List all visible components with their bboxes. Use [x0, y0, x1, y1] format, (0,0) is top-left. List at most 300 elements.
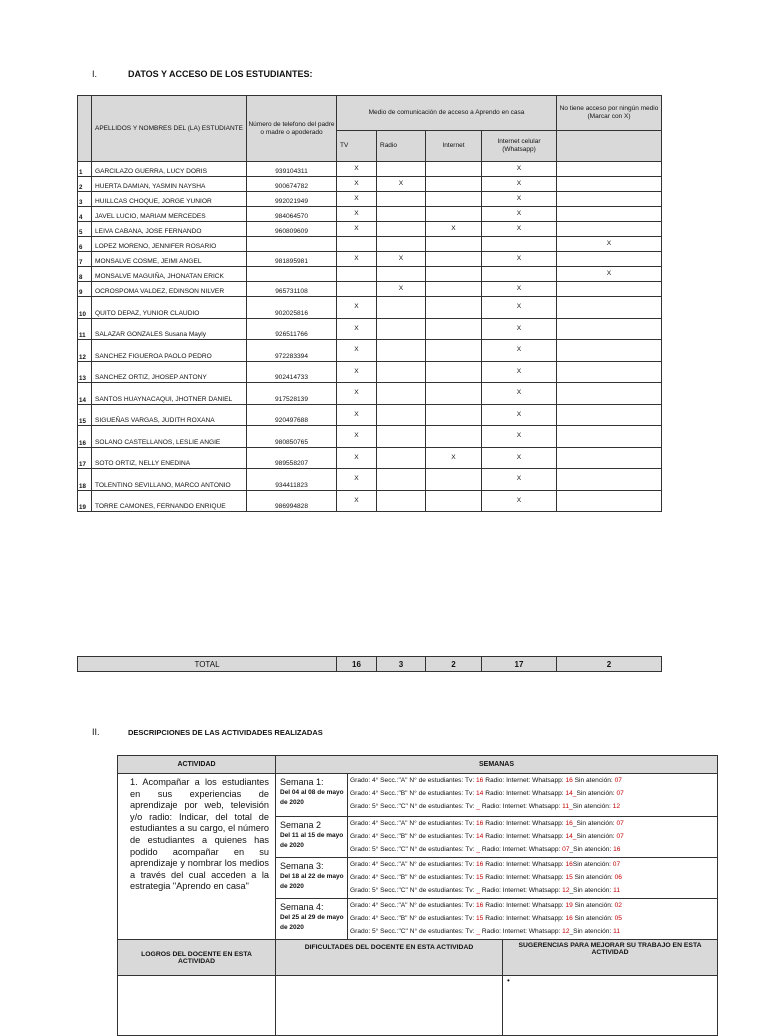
grade-line-tv: 16 — [476, 902, 484, 909]
radio-mark — [377, 469, 426, 491]
no-access-mark — [557, 361, 662, 383]
row-number: 8 — [78, 267, 92, 282]
student-row — [78, 177, 662, 192]
whatsapp-mark: X — [482, 361, 557, 383]
grade-line-tv: 14 — [476, 833, 484, 840]
total-no-access: 2 — [557, 657, 662, 672]
internet-mark — [426, 361, 482, 383]
grade-line — [348, 899, 717, 912]
grade-line-sa: 11 — [613, 887, 620, 894]
week-2-dates: Del 11 al 15 de mayo de 2020 — [280, 832, 344, 849]
radio-mark — [377, 340, 426, 362]
student-name: JAVEL LUCIO, MARIAM MERCEDES — [92, 207, 247, 222]
internet-mark — [426, 237, 482, 252]
grade-line-a: Grado: 5° Secc.:"C" N° de estudiantes: Tv: — [350, 887, 477, 894]
week-4-cell — [276, 899, 348, 940]
student-name: LOPEZ MORENO, JENNIFER ROSARIO — [92, 237, 247, 252]
student-row — [78, 447, 662, 469]
grade-line-tv: 14 — [476, 790, 484, 797]
header-sugerencias: SUGERENCIAS PARA MEJORAR SU TRABAJO EN ESTA ACTIVIDAD — [503, 940, 718, 976]
internet-mark — [426, 297, 482, 319]
grade-line-wa: 07 — [562, 846, 570, 853]
week-2-title: Semana 2 — [280, 820, 322, 830]
radio-mark — [377, 267, 426, 282]
row-number: 17 — [78, 447, 92, 469]
whatsapp-mark — [482, 267, 557, 282]
radio-mark — [377, 297, 426, 319]
grade-line — [348, 817, 717, 830]
student-row — [78, 426, 662, 448]
student-name: HUILLCAS CHOQUE, JORGE YUNIOR — [92, 192, 247, 207]
grade-line — [348, 800, 717, 813]
grade-line-b: Radio: Internet: Whatsapp: — [483, 777, 566, 784]
week-4-title: Semana 4: — [280, 902, 324, 912]
week-1-title: Semana 1: — [280, 777, 324, 787]
section-1-title: DATOS Y ACCESO DE LOS ESTUDIANTES: — [128, 69, 313, 79]
phone-number: 902414733 — [247, 361, 337, 383]
phone-number: 984064570 — [247, 207, 337, 222]
grade-line-a: Grado: 5° Secc.:"C" N° de estudiantes: Tv: — [350, 803, 477, 810]
student-name: SANCHEZ ORTIZ, JHOSEP ANTONY — [92, 361, 247, 383]
grade-line-c: Sin atención: — [572, 902, 615, 909]
grade-line-c: _Sin atención: — [572, 820, 617, 827]
student-name: SIGUEÑAS VARGAS, JUDITH ROXANA — [92, 404, 247, 426]
grade-line — [348, 843, 717, 856]
internet-mark — [426, 469, 482, 491]
row-number: 16 — [78, 426, 92, 448]
tv-mark: X — [337, 192, 377, 207]
no-access-mark — [557, 318, 662, 340]
student-row — [78, 361, 662, 383]
whatsapp-mark: X — [482, 318, 557, 340]
header-number-cell — [78, 96, 92, 162]
grade-line-sa: 07 — [616, 790, 624, 797]
radio-mark — [377, 383, 426, 405]
tv-mark — [337, 282, 377, 297]
grade-line-a: Grado: 4° Secc.:"B" N° de estudiantes: Tv: — [350, 874, 477, 881]
whatsapp-mark: X — [482, 297, 557, 319]
row-number: 15 — [78, 404, 92, 426]
grade-line-c: Sin atención: — [572, 803, 613, 810]
no-access-mark — [557, 162, 662, 177]
student-name: GARCILAZO GUERRA, LUCY DORIS — [92, 162, 247, 177]
whatsapp-mark: X — [482, 252, 557, 267]
student-name: LEIVA CABANA, JOSE FERNANDO — [92, 222, 247, 237]
grade-line-tv: _ — [476, 846, 481, 853]
grade-line-b: Radio: Internet: Whatsapp: — [483, 915, 566, 922]
grade-line-b: Radio: Internet: Whatsapp: — [480, 846, 563, 853]
row-number: 9 — [78, 282, 92, 297]
no-access-mark — [557, 207, 662, 222]
students-access-table — [77, 95, 662, 512]
grade-line-tv: 16 — [476, 861, 484, 868]
radio-mark — [377, 237, 426, 252]
whatsapp-mark: X — [482, 340, 557, 362]
row-number: 19 — [78, 490, 92, 512]
tv-mark: X — [337, 207, 377, 222]
week-2-cell — [276, 817, 348, 858]
grade-line-a: Grado: 4° Secc.:"B" N° de estudiantes: Tv: — [350, 790, 477, 797]
week-1-lines — [348, 774, 718, 817]
no-access-mark — [557, 222, 662, 237]
grade-line-c: Sin atención: — [572, 874, 615, 881]
grade-line-wa: 16 — [565, 777, 573, 784]
row-number: 11 — [78, 318, 92, 340]
grade-line-sa: 06 — [614, 874, 622, 881]
phone-number — [247, 267, 337, 282]
section-2-number: II. — [92, 727, 100, 737]
grade-line-wa: 14_ — [565, 790, 577, 797]
tv-mark: X — [337, 297, 377, 319]
grade-line-wa: 12 — [562, 928, 570, 935]
grade-line-a: Grado: 5° Secc.:"C" N° de estudiantes: Tv: — [350, 928, 477, 935]
grade-line-wa: 19 — [565, 902, 573, 909]
phone-number: 934411823 — [247, 469, 337, 491]
whatsapp-mark: X — [482, 426, 557, 448]
grade-line-a: Grado: 4° Secc.:"A" N° de estudiantes: Tv: — [350, 777, 477, 784]
no-access-mark — [557, 297, 662, 319]
grade-line-wa: 11_ — [562, 803, 573, 810]
row-number: 6 — [78, 237, 92, 252]
student-name: TOLENTINO SEVILLANO, MARCO ANTONIO — [92, 469, 247, 491]
grade-line-tv: 15 — [476, 874, 484, 881]
grade-line — [348, 787, 717, 800]
student-name: HUERTA DAMIAN, YASMIN NAYSHA — [92, 177, 247, 192]
activities-table — [117, 755, 718, 1036]
internet-mark: X — [426, 222, 482, 237]
grade-line — [348, 884, 717, 897]
radio-mark — [377, 361, 426, 383]
week-3-lines — [348, 858, 718, 899]
radio-mark — [377, 162, 426, 177]
grade-line-wa: 14_ — [565, 833, 577, 840]
whatsapp-mark: X — [482, 469, 557, 491]
phone-number: 980850765 — [247, 426, 337, 448]
row-number: 14 — [78, 383, 92, 405]
total-label: TOTAL — [78, 657, 337, 672]
activity-description: 1. Acompañar a los estudiantes en sus experiencias de aprendizaje por web, televisión y/o radio: Indicar, del total de estudiantes a su cargo, el número de estudiantes a quienes has podido acompañar en su aprendizaje y nombrar los medios a través del cual acceden a la estrategia "Aprendo en casa" — [130, 777, 269, 892]
student-row — [78, 383, 662, 405]
grade-line-c: _Sin atención: — [569, 887, 614, 894]
grade-line-sa: 05 — [614, 915, 622, 922]
grade-line-sa: 07 — [616, 820, 624, 827]
tv-mark: X — [337, 162, 377, 177]
whatsapp-mark: X — [482, 207, 557, 222]
phone-number: 917528139 — [247, 383, 337, 405]
student-name: MONSALVE COSME, JEIMI ANGEL — [92, 252, 247, 267]
phone-number: 902025816 — [247, 297, 337, 319]
total-internet: 2 — [426, 657, 482, 672]
internet-mark — [426, 404, 482, 426]
grade-line-a: Grado: 4° Secc.:"B" N° de estudiantes: Tv: — [350, 915, 477, 922]
no-access-mark — [557, 192, 662, 207]
student-row — [78, 237, 662, 252]
internet-mark — [426, 490, 482, 512]
header-no-access-blank — [557, 131, 662, 162]
whatsapp-mark: X — [482, 222, 557, 237]
grade-line-b: Radio: Internet: Whatsapp: — [480, 887, 563, 894]
header-phone: Número de telefono del padre o madre o apoderado — [247, 96, 337, 162]
whatsapp-mark: X — [482, 447, 557, 469]
student-row — [78, 469, 662, 491]
week-3-title: Semana 3: — [280, 861, 324, 871]
grade-line — [348, 774, 717, 787]
no-access-mark — [557, 404, 662, 426]
grade-line-b: Radio: Internet: Whatsapp: — [480, 928, 563, 935]
bullet-point: • — [507, 976, 510, 985]
header-dificultades: DIFICULTADES DEL DOCENTE EN ESTA ACTIVIDAD — [276, 940, 503, 976]
student-name: OCROSPOMA VALDEZ, EDINSON NILVER — [92, 282, 247, 297]
grade-line-tv: 16 — [476, 777, 484, 784]
header-cell: Internet celular (Whatsapp) — [482, 131, 557, 162]
radio-mark — [377, 447, 426, 469]
whatsapp-mark: X — [482, 282, 557, 297]
grade-line-b: Radio: Internet: Whatsapp: — [483, 790, 566, 797]
total-table — [77, 656, 662, 672]
week-1-dates: Del 04 al 08 de mayo de 2020 — [280, 789, 344, 806]
grade-line-wa: 16 — [565, 915, 573, 922]
student-row — [78, 192, 662, 207]
no-access-mark — [557, 469, 662, 491]
total-radio: 3 — [377, 657, 426, 672]
tv-mark: X — [337, 383, 377, 405]
internet-mark — [426, 192, 482, 207]
phone-number: 900674782 — [247, 177, 337, 192]
student-name: SOLANO CASTELLANOS, LESLIE ANGIE — [92, 426, 247, 448]
grade-line-tv: _ — [476, 803, 481, 810]
internet-mark — [426, 383, 482, 405]
grade-line-c: Sin atención: — [572, 915, 615, 922]
grade-line-b: Radio: Internet: Whatsapp: — [483, 874, 566, 881]
student-row — [78, 318, 662, 340]
tv-mark — [337, 237, 377, 252]
whatsapp-mark: X — [482, 177, 557, 192]
grade-line-wa: 12 — [562, 887, 570, 894]
grade-line-sa: 07 — [612, 861, 621, 868]
phone-number: 986994828 — [247, 490, 337, 512]
week-4-dates: Del 25 al 29 de mayo de 2020 — [280, 914, 344, 931]
grade-line — [348, 830, 717, 843]
no-access-mark: X — [557, 237, 662, 252]
grade-line-c: Sin atención: — [576, 790, 617, 797]
logros-content[interactable] — [118, 976, 276, 1036]
row-number: 3 — [78, 192, 92, 207]
student-name: SALAZAR GONZALES Susana Mayly — [92, 318, 247, 340]
whatsapp-mark: X — [482, 383, 557, 405]
no-access-mark — [557, 177, 662, 192]
tv-mark — [337, 267, 377, 282]
grade-line-tv: 15 — [476, 915, 484, 922]
internet-mark — [426, 282, 482, 297]
grade-line-a: Grado: 4° Secc.:"A" N° de estudiantes: Tv: — [350, 902, 477, 909]
student-row — [78, 340, 662, 362]
tv-mark: X — [337, 340, 377, 362]
grade-line-c: _Sin atención: — [569, 928, 614, 935]
phone-number: 981895981 — [247, 252, 337, 267]
student-row — [78, 267, 662, 282]
whatsapp-mark: X — [482, 490, 557, 512]
student-name: SOTO ORTIZ, NELLY ENEDINA — [92, 447, 247, 469]
grade-line-wa: 15 — [565, 874, 573, 881]
week-3-dates: Del 18 al 22 de mayo de 2020 — [280, 873, 344, 890]
header-internet: Internet — [426, 131, 482, 162]
grade-line-b: Radio: Internet: Whatsapp: — [480, 803, 563, 810]
tv-mark: X — [337, 177, 377, 192]
internet-mark — [426, 267, 482, 282]
row-number: 13 — [78, 361, 92, 383]
grade-line — [348, 912, 717, 925]
whatsapp-mark: X — [482, 162, 557, 177]
grade-line-a: Grado: 5° Secc.:"C" N° de estudiantes: Tv: — [350, 846, 477, 853]
phone-number: 926511766 — [247, 318, 337, 340]
no-access-mark — [557, 490, 662, 512]
student-row — [78, 252, 662, 267]
row-number: 2 — [78, 177, 92, 192]
student-row — [78, 490, 662, 512]
student-row — [78, 297, 662, 319]
internet-mark — [426, 340, 482, 362]
activity-description-cell — [118, 774, 276, 940]
header-logros: LOGROS DEL DOCENTE EN ESTA ACTIVIDAD — [118, 940, 276, 976]
radio-mark — [377, 192, 426, 207]
header-activity: ACTIVIDAD — [118, 756, 276, 774]
radio-mark: X — [377, 177, 426, 192]
internet-mark — [426, 177, 482, 192]
radio-mark — [377, 318, 426, 340]
phone-number: 992021949 — [247, 192, 337, 207]
row-number: 10 — [78, 297, 92, 319]
header-no-access: No tiene acceso por ningún medio (Marcar con X) — [557, 96, 662, 131]
grade-line-tv: 16 — [476, 820, 484, 827]
phone-number: 989558207 — [247, 447, 337, 469]
student-name: SANCHEZ FIGUEROA PAOLO PEDRO — [92, 340, 247, 362]
internet-mark — [426, 162, 482, 177]
internet-mark — [426, 207, 482, 222]
internet-mark — [426, 426, 482, 448]
grade-line — [348, 858, 717, 871]
header-name: APELLIDOS Y NOMBRES DEL (LA) ESTUDIANTE — [92, 96, 247, 162]
radio-mark — [377, 404, 426, 426]
header-weeks: SEMANAS — [276, 756, 718, 774]
student-row — [78, 162, 662, 177]
row-number: 1 — [78, 162, 92, 177]
header-radio: Radio — [377, 131, 426, 162]
whatsapp-mark: X — [482, 404, 557, 426]
header-tv: TV — [337, 131, 377, 162]
grade-line-b: Radio: Internet: Whatsapp: — [483, 902, 566, 909]
student-name: TORRE CAMONES, FERNANDO ENRIQUE — [92, 490, 247, 512]
row-number: 18 — [78, 469, 92, 491]
week-1-cell — [276, 774, 348, 817]
row-number: 4 — [78, 207, 92, 222]
student-row — [78, 404, 662, 426]
sugerencias-content[interactable] — [503, 976, 718, 1036]
grade-line-wa: 16 — [565, 861, 573, 868]
row-number: 5 — [78, 222, 92, 237]
no-access-mark — [557, 426, 662, 448]
tv-mark: X — [337, 490, 377, 512]
phone-number: 960809609 — [247, 222, 337, 237]
student-row — [78, 282, 662, 297]
grade-line-a: Grado: 4° Secc.:"B" N° de estudiantes: Tv: — [350, 833, 477, 840]
tv-mark: X — [337, 252, 377, 267]
radio-mark: X — [377, 282, 426, 297]
row-number: 12 — [78, 340, 92, 362]
grade-line-sa: 07 — [614, 777, 622, 784]
radio-mark — [377, 222, 426, 237]
grade-line-c: Sin atención: — [576, 833, 617, 840]
grade-line-sa: 02 — [614, 902, 622, 909]
week-4-lines — [348, 899, 718, 940]
tv-mark: X — [337, 404, 377, 426]
row-number: 7 — [78, 252, 92, 267]
grade-line-sa: 11 — [613, 928, 620, 935]
no-access-mark — [557, 252, 662, 267]
phone-number: 939104311 — [247, 162, 337, 177]
grade-line-b: Radio: Internet: Whatsapp: — [483, 833, 566, 840]
internet-mark — [426, 318, 482, 340]
radio-mark — [377, 207, 426, 222]
grade-line-a: Grado: 4° Secc.:"A" N° de estudiantes: Tv: — [350, 820, 477, 827]
grade-line-a: Grado: 4° Secc.:"A" N° de estudiantes: Tv: — [350, 861, 477, 868]
no-access-mark — [557, 340, 662, 362]
whatsapp-mark — [482, 237, 557, 252]
tv-mark: X — [337, 361, 377, 383]
week-2-lines — [348, 817, 718, 858]
week-3-cell — [276, 858, 348, 899]
radio-mark: X — [377, 252, 426, 267]
grade-line-c: _Sin atención: — [569, 846, 614, 853]
student-name: QUITO DEPAZ, YUNIOR CLAUDIO — [92, 297, 247, 319]
phone-number: 920497688 — [247, 404, 337, 426]
grade-line-tv: _ — [476, 928, 481, 935]
internet-mark: X — [426, 447, 482, 469]
total-tv: 16 — [337, 657, 377, 672]
total-whatsapp: 17 — [482, 657, 557, 672]
grade-line — [348, 925, 717, 938]
grade-line-c: Sin atención: — [572, 861, 613, 868]
grade-line-b: Radio: Internet: Whatsapp: — [483, 861, 566, 868]
student-name: MONSALVE MAGUIÑA, JHONATAN ERICK — [92, 267, 247, 282]
grade-line-sa: 07 — [616, 833, 624, 840]
whatsapp-mark: X — [482, 192, 557, 207]
section-2-title: DESCRIPCIONES DE LAS ACTIVIDADES REALIZADAS — [128, 728, 323, 737]
radio-mark — [377, 490, 426, 512]
no-access-mark — [557, 447, 662, 469]
no-access-mark: X — [557, 267, 662, 282]
internet-mark — [426, 252, 482, 267]
dificultades-content[interactable] — [276, 976, 503, 1036]
grade-line-wa: 16 — [565, 820, 573, 827]
tv-mark: X — [337, 469, 377, 491]
tv-mark: X — [337, 447, 377, 469]
header-medium: Medio de comunicación de acceso a Aprendo en casa — [337, 96, 557, 131]
grade-line-sa: 16 — [613, 846, 621, 853]
student-row — [78, 222, 662, 237]
radio-mark — [377, 426, 426, 448]
grade-line-c: Sin atención: — [572, 777, 615, 784]
grade-line-sa: 12 — [612, 803, 620, 810]
phone-number: 965731108 — [247, 282, 337, 297]
grade-line — [348, 871, 717, 884]
no-access-mark — [557, 282, 662, 297]
section-1-number: I. — [92, 69, 98, 79]
phone-number — [247, 237, 337, 252]
tv-mark: X — [337, 222, 377, 237]
tv-mark: X — [337, 318, 377, 340]
tv-mark: X — [337, 426, 377, 448]
grade-line-b: Radio: Internet: Whatsapp: — [483, 820, 566, 827]
